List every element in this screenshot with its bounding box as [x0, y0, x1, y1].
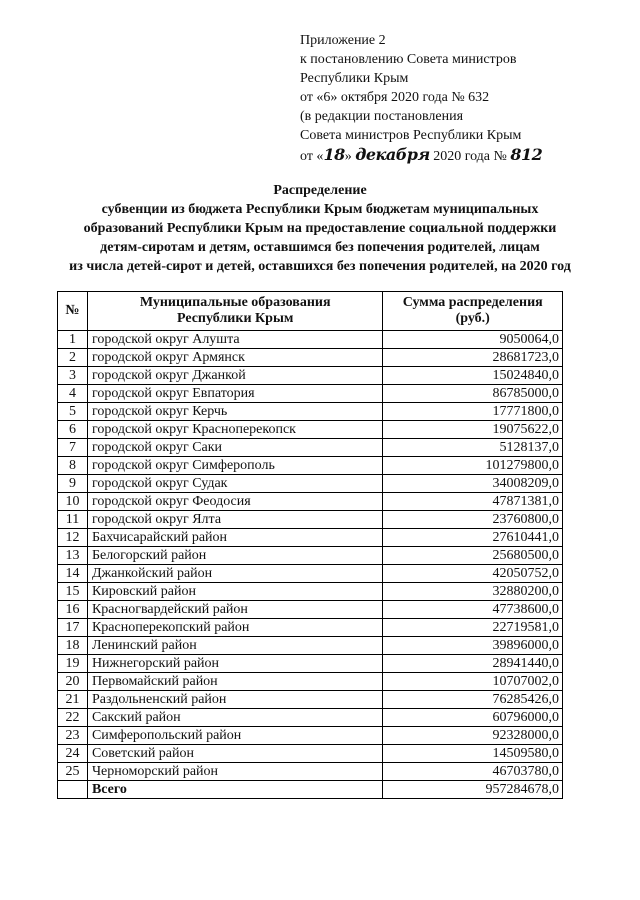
- table-row: [58, 331, 563, 349]
- table-total-row: [58, 781, 563, 799]
- row-municipality: Белогорский район: [87, 547, 383, 565]
- row-num: 9: [58, 475, 88, 493]
- table-row: [58, 439, 563, 457]
- table-row: [58, 493, 563, 511]
- title-line: из числа детей-сирот и детей, оставшихся без попечения родителей, на 2020 год: [69, 259, 571, 274]
- row-num: 24: [58, 745, 88, 763]
- table-row: [58, 529, 563, 547]
- row-num: 12: [58, 529, 88, 547]
- row-num: 7: [58, 439, 88, 457]
- header-num: №: [58, 292, 88, 331]
- row-municipality: городской округ Евпатория: [87, 385, 383, 403]
- row-num: 21: [58, 691, 88, 709]
- row-municipality: Бахчисарайский район: [87, 529, 383, 547]
- table-row: [58, 403, 563, 421]
- row-num: 10: [58, 493, 88, 511]
- handwritten-day: 18: [323, 145, 345, 164]
- date-mid: »: [344, 149, 356, 164]
- row-num: 11: [58, 511, 88, 529]
- table-row: [58, 709, 563, 727]
- row-municipality: Нижнегорский район: [87, 655, 383, 673]
- header-municipality-line2: Республики Крым: [176, 311, 294, 326]
- appendix-line-amended-date: [300, 145, 630, 166]
- row-num: 4: [58, 385, 88, 403]
- row-num: 23: [58, 727, 88, 745]
- table-row: [58, 601, 563, 619]
- row-municipality: Красногвардейский район: [87, 601, 383, 619]
- row-sum: 60796000,0: [383, 709, 563, 727]
- table-row: [58, 457, 563, 475]
- row-num: 5: [58, 403, 88, 421]
- row-municipality: городской округ Симферополь: [87, 457, 383, 475]
- row-municipality: городской округ Саки: [87, 439, 383, 457]
- table-row: [58, 349, 563, 367]
- header-sum: [383, 292, 563, 331]
- row-num: 19: [58, 655, 88, 673]
- row-num: 17: [58, 619, 88, 637]
- row-sum: 17771800,0: [383, 403, 563, 421]
- row-municipality: городской округ Армянск: [87, 349, 383, 367]
- table-row: [58, 421, 563, 439]
- table-row: [58, 565, 563, 583]
- row-sum: 92328000,0: [383, 727, 563, 745]
- table-row: [58, 673, 563, 691]
- total-label: Всего: [87, 781, 383, 799]
- row-sum: 46703780,0: [383, 763, 563, 781]
- row-num: 25: [58, 763, 88, 781]
- row-sum: 15024840,0: [383, 367, 563, 385]
- row-sum: 47871381,0: [383, 493, 563, 511]
- header-sum-line2: (руб.): [455, 311, 490, 326]
- table-row: [58, 745, 563, 763]
- title-line: детям-сиротам и детям, оставшимся без попечения родителей, лицам: [100, 240, 540, 255]
- appendix-line: к постановлению Совета министров: [300, 52, 517, 67]
- row-municipality: городской округ Джанкой: [87, 367, 383, 385]
- row-num: 15: [58, 583, 88, 601]
- row-sum: 10707002,0: [383, 673, 563, 691]
- table-row: [58, 691, 563, 709]
- appendix-line: Республики Крым: [300, 71, 409, 86]
- distribution-table: [57, 291, 563, 799]
- table-row: [58, 583, 563, 601]
- row-sum: 39896000,0: [383, 637, 563, 655]
- row-municipality: городской округ Красноперекопск: [87, 421, 383, 439]
- table-row: [58, 655, 563, 673]
- total-num: [58, 781, 88, 799]
- row-municipality: Черноморский район: [87, 763, 383, 781]
- row-municipality: Советский район: [87, 745, 383, 763]
- header-sum-line1: Сумма распределения: [402, 295, 543, 310]
- row-municipality: Первомайский район: [87, 673, 383, 691]
- row-num: 22: [58, 709, 88, 727]
- row-municipality: городской округ Алушта: [87, 331, 383, 349]
- row-num: 14: [58, 565, 88, 583]
- row-municipality: Сакский район: [87, 709, 383, 727]
- table-row: [58, 637, 563, 655]
- row-num: 8: [58, 457, 88, 475]
- row-sum: 27610441,0: [383, 529, 563, 547]
- row-municipality: Джанкойский район: [87, 565, 383, 583]
- table-row: [58, 367, 563, 385]
- row-sum: 28681723,0: [383, 349, 563, 367]
- handwritten-number: 812: [510, 145, 543, 164]
- table-header-row: [58, 292, 563, 331]
- row-municipality: городской округ Ялта: [87, 511, 383, 529]
- table-row: [58, 619, 563, 637]
- row-sum: 32880200,0: [383, 583, 563, 601]
- row-municipality: Кировский район: [87, 583, 383, 601]
- row-municipality: Раздольненский район: [87, 691, 383, 709]
- table-row: [58, 547, 563, 565]
- table-row: [58, 511, 563, 529]
- title-heading: Распределение: [273, 183, 367, 198]
- row-municipality: Красноперекопский район: [87, 619, 383, 637]
- title-line: субвенции из бюджета Республики Крым бюджетам муниципальных: [101, 202, 539, 217]
- row-sum: 23760800,0: [383, 511, 563, 529]
- appendix-line: (в редакции постановления: [300, 109, 464, 124]
- row-num: 2: [58, 349, 88, 367]
- handwritten-month: декабря: [355, 145, 430, 164]
- row-num: 6: [58, 421, 88, 439]
- row-num: 20: [58, 673, 88, 691]
- document-title: [0, 181, 640, 276]
- row-municipality: городской округ Судак: [87, 475, 383, 493]
- header-municipality-line1: Муниципальные образования: [139, 295, 331, 310]
- row-municipality: Ленинский район: [87, 637, 383, 655]
- table-row: [58, 385, 563, 403]
- appendix-line: от «6» октября 2020 года № 632: [300, 90, 490, 105]
- row-sum: 9050064,0: [383, 331, 563, 349]
- total-sum: 957284678,0: [383, 781, 563, 799]
- date-year: 2020 года №: [429, 149, 511, 164]
- title-line: образований Республики Крым на предоставление социальной поддержки: [83, 221, 557, 236]
- header-municipality: [87, 292, 383, 331]
- row-num: 16: [58, 601, 88, 619]
- row-sum: 76285426,0: [383, 691, 563, 709]
- table-row: [58, 475, 563, 493]
- table-row: [58, 727, 563, 745]
- row-num: 18: [58, 637, 88, 655]
- appendix-line: Совета министров Республики Крым: [300, 128, 522, 143]
- appendix-header: [300, 31, 630, 166]
- appendix-line: Приложение 2: [300, 33, 386, 48]
- row-sum: 22719581,0: [383, 619, 563, 637]
- row-sum: 28941440,0: [383, 655, 563, 673]
- row-sum: 101279800,0: [383, 457, 563, 475]
- row-num: 13: [58, 547, 88, 565]
- row-sum: 42050752,0: [383, 565, 563, 583]
- row-municipality: городской округ Керчь: [87, 403, 383, 421]
- row-sum: 34008209,0: [383, 475, 563, 493]
- row-sum: 25680500,0: [383, 547, 563, 565]
- row-sum: 14509580,0: [383, 745, 563, 763]
- row-num: 1: [58, 331, 88, 349]
- row-sum: 86785000,0: [383, 385, 563, 403]
- date-prefix: от «: [300, 149, 324, 164]
- table-row: [58, 763, 563, 781]
- row-num: 3: [58, 367, 88, 385]
- row-municipality: Симферопольский район: [87, 727, 383, 745]
- row-sum: 47738600,0: [383, 601, 563, 619]
- row-sum: 19075622,0: [383, 421, 563, 439]
- row-municipality: городской округ Феодосия: [87, 493, 383, 511]
- row-sum: 5128137,0: [383, 439, 563, 457]
